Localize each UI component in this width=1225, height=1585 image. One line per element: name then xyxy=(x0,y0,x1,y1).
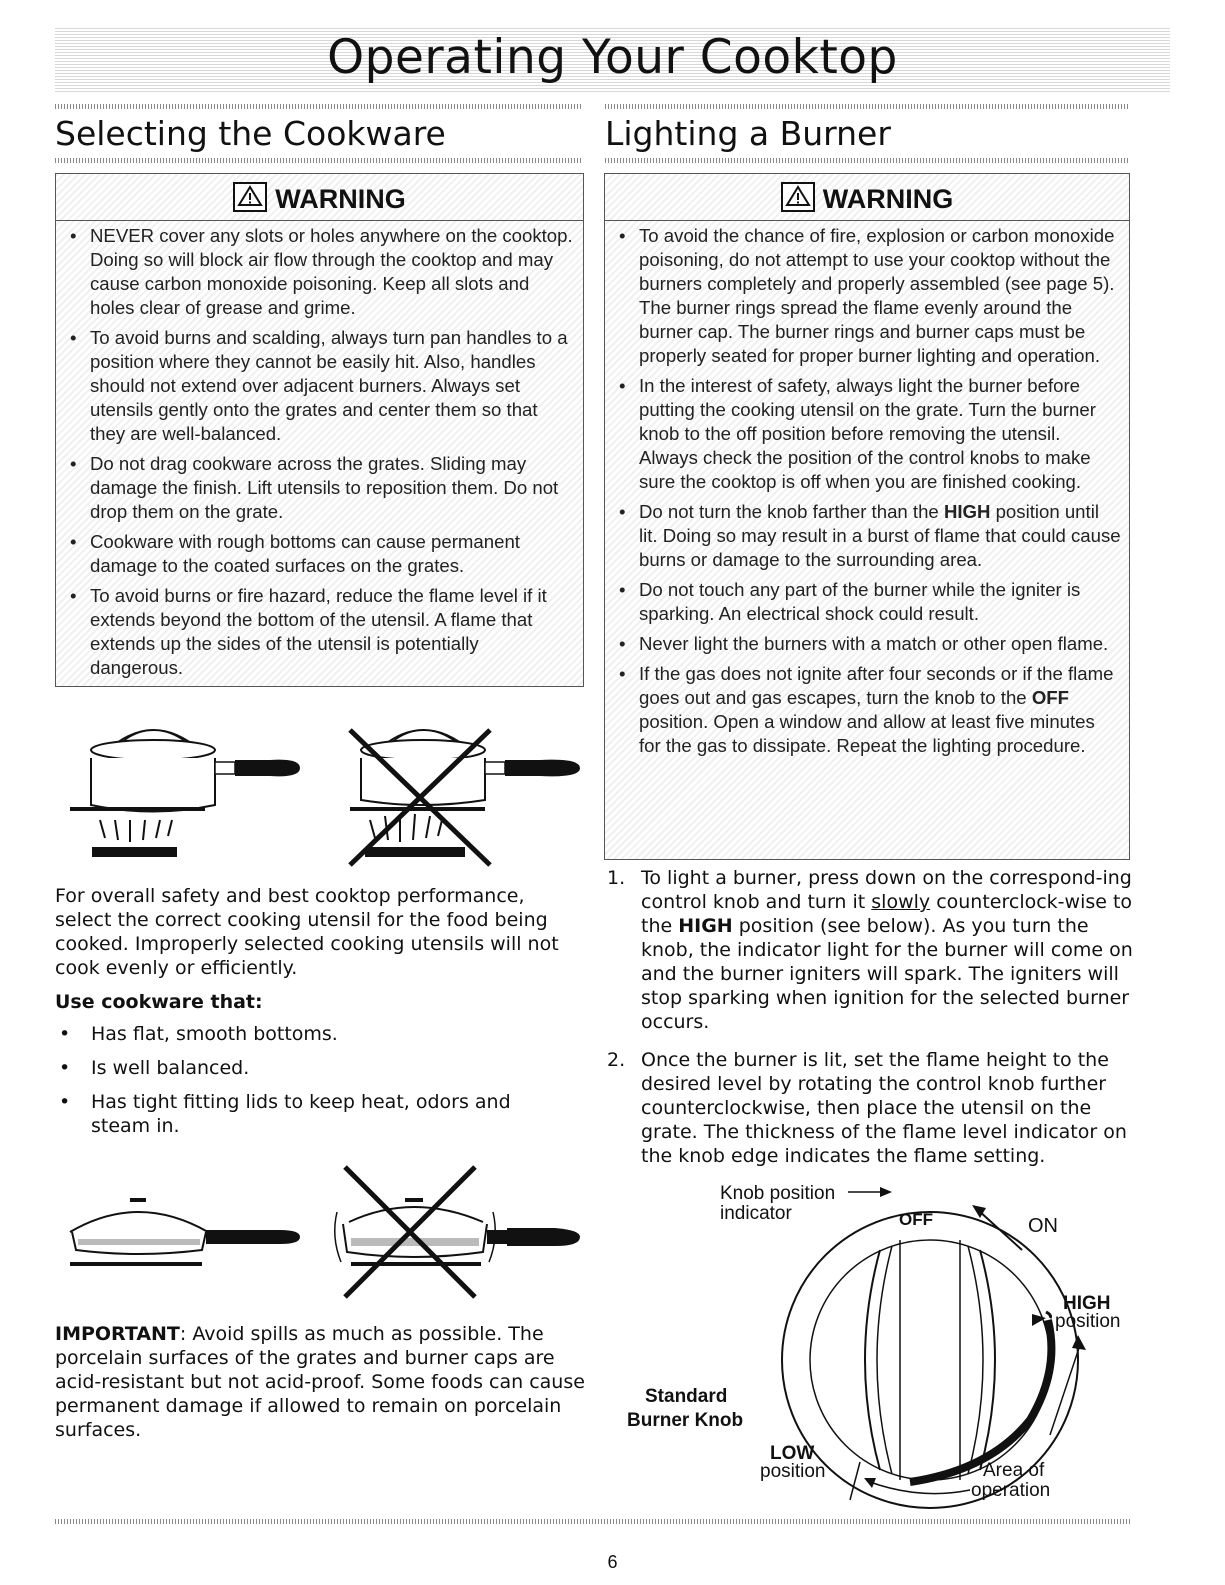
knob-position-label-2: indicator xyxy=(720,1203,792,1224)
footer-rule xyxy=(55,1519,1130,1524)
important-note xyxy=(55,1322,585,1442)
saucepan-illustration xyxy=(60,710,590,880)
warning-item: • Do not touch any part of the burner while the igniter is sparking. An electrical shock could result. xyxy=(615,578,1121,626)
page-number: 6 xyxy=(607,1552,618,1572)
warning-header xyxy=(605,180,1129,218)
warning-list xyxy=(66,224,575,686)
warning-item: • Do not turn the knob farther than the HIGH position until lit. Doing so may result in a burst of flame that could cause burns or damage to the surrounding area. xyxy=(615,500,1121,572)
area-label-1: Area of xyxy=(983,1460,1045,1481)
section-rule-top-right xyxy=(605,104,1130,109)
cookware-intro: For overall safety and best cooktop performance, select the correct cooking utensil for the food being cooked. Improperly selected cooking utensils will not cook evenly or efficiently. xyxy=(55,885,559,979)
incorrect-skillet xyxy=(335,1167,580,1297)
area-label-2: operation xyxy=(971,1480,1051,1501)
use-cookware-list xyxy=(55,1022,555,1148)
important-label: IMPORTANT xyxy=(55,1323,180,1345)
warning-divider xyxy=(56,220,583,221)
high-position-label: position xyxy=(1055,1311,1121,1332)
burner-knob-label: Burner Knob xyxy=(627,1410,744,1431)
section-rule-top-left xyxy=(55,104,583,109)
use-cookware-heading: Use cookware that: xyxy=(55,991,263,1013)
lighting-steps xyxy=(607,866,1137,1182)
warning-item: • To avoid burns and scalding, always turn pan handles to a position where they cannot be easily hit. Also, handles should not extend over adjacent burners. Always set utensils gently onto the grates and center them so that they are well-balanced. xyxy=(66,326,575,446)
warning-icon xyxy=(233,182,267,212)
warning-icon xyxy=(781,182,815,212)
on-label: ON xyxy=(1028,1215,1058,1237)
list-item: • Has tight fitting lids to keep heat, odors and steam in. xyxy=(55,1090,555,1138)
warning-item: • NEVER cover any slots or holes anywhere on the cooktop. Doing so will block air flow through the cooktop and may cause carbon monoxide poisoning. Keep all slots and holes clear of grease and grime. xyxy=(66,224,575,320)
warning-item: • To avoid burns or fire hazard, reduce the flame level if it extends beyond the bottom of the utensil. A flame that extends up the sides of the utensil is potentially dangerous. xyxy=(66,584,575,680)
off-label: OFF xyxy=(899,1210,933,1229)
warning-item: • Cookware with rough bottoms can cause permanent damage to the coated surfaces on the grates. xyxy=(66,530,575,578)
low-position-label: position xyxy=(760,1461,826,1482)
warning-list xyxy=(615,224,1121,764)
warning-label: WARNING xyxy=(822,184,954,214)
warning-box-lighting xyxy=(604,173,1130,860)
high-label: HIGH xyxy=(1063,1293,1111,1314)
section-rule-bottom-left xyxy=(55,158,583,163)
section-heading-cookware: Selecting the Cookware xyxy=(55,114,446,153)
skillet-illustration xyxy=(60,1162,590,1307)
correct-saucepan xyxy=(70,730,300,857)
page-title: Operating Your Cooktop xyxy=(327,30,898,85)
correct-skillet xyxy=(70,1198,300,1266)
knob-position-label-1: Knob position xyxy=(720,1183,836,1204)
section-heading-lighting: Lighting a Burner xyxy=(605,114,891,153)
warning-box-cookware xyxy=(55,173,584,687)
section-rule-bottom-right xyxy=(605,158,1130,163)
warning-header xyxy=(56,180,583,218)
important-text: : Avoid spills as much as possible. The porcelain surfaces of the grates and burner caps are acid-resistant but not acid-proof. Some foods can cause permanent damage if allowed to remain on porcelain surfaces. xyxy=(55,1323,585,1441)
warning-label: WARNING xyxy=(275,184,406,214)
step-item: 2. Once the burner is lit, set the flame height to the desired level by rotating the control knob further counterclockwise, then place the utensil on the grate. The thickness of the flame level indicator on the knob edge indicates the flame setting. xyxy=(607,1049,1127,1167)
warning-item: • Do not drag cookware across the grates. Sliding may damage the finish. Lift utensils to reposition them. Do not drop them on the grate. xyxy=(66,452,575,524)
warning-divider xyxy=(605,220,1129,221)
arrow-right-icon xyxy=(848,1186,908,1198)
list-item: • Has flat, smooth bottoms. xyxy=(55,1022,555,1046)
low-label: LOW xyxy=(770,1443,815,1464)
warning-item: • If the gas does not ignite after four seconds or if the flame goes out and gas escapes, turn the knob to the OFF position. Open a window and allow at least five minutes for the gas to dissipate. Repeat the lighting procedure. xyxy=(615,662,1121,758)
incorrect-saucepan xyxy=(350,730,580,865)
standard-label: Standard xyxy=(645,1386,728,1407)
step-item: 1. To light a burner, press down on the correspond-ing control knob and turn it slowly counterclock-wise to the HIGH position (see below). As you turn the knob, the indicator light for the burner will come on and the burner igniters will spark. The igniters will stop sparking when ignition for the selected burner occurs. xyxy=(607,867,1133,1033)
list-item: • Is well balanced. xyxy=(55,1056,555,1080)
warning-item: • In the interest of safety, always light the burner before putting the cooking utensil on the grate. Turn the burner knob to the off position before removing the utensil. Always check the position of the control knobs to make sure the cooktop is off when you are finished cooking. xyxy=(615,374,1121,494)
warning-item: • Never light the burners with a match or other open flame. xyxy=(615,632,1121,656)
warning-item: • To avoid the chance of fire, explosion or carbon monoxide poisoning, do not attempt to use your cooktop without the burners completely and properly assembled (see page 5). The burner rings spread the flame evenly around the burner cap. The burner rings and burner caps must be properly seated for proper burner lighting and operation. xyxy=(615,224,1121,368)
